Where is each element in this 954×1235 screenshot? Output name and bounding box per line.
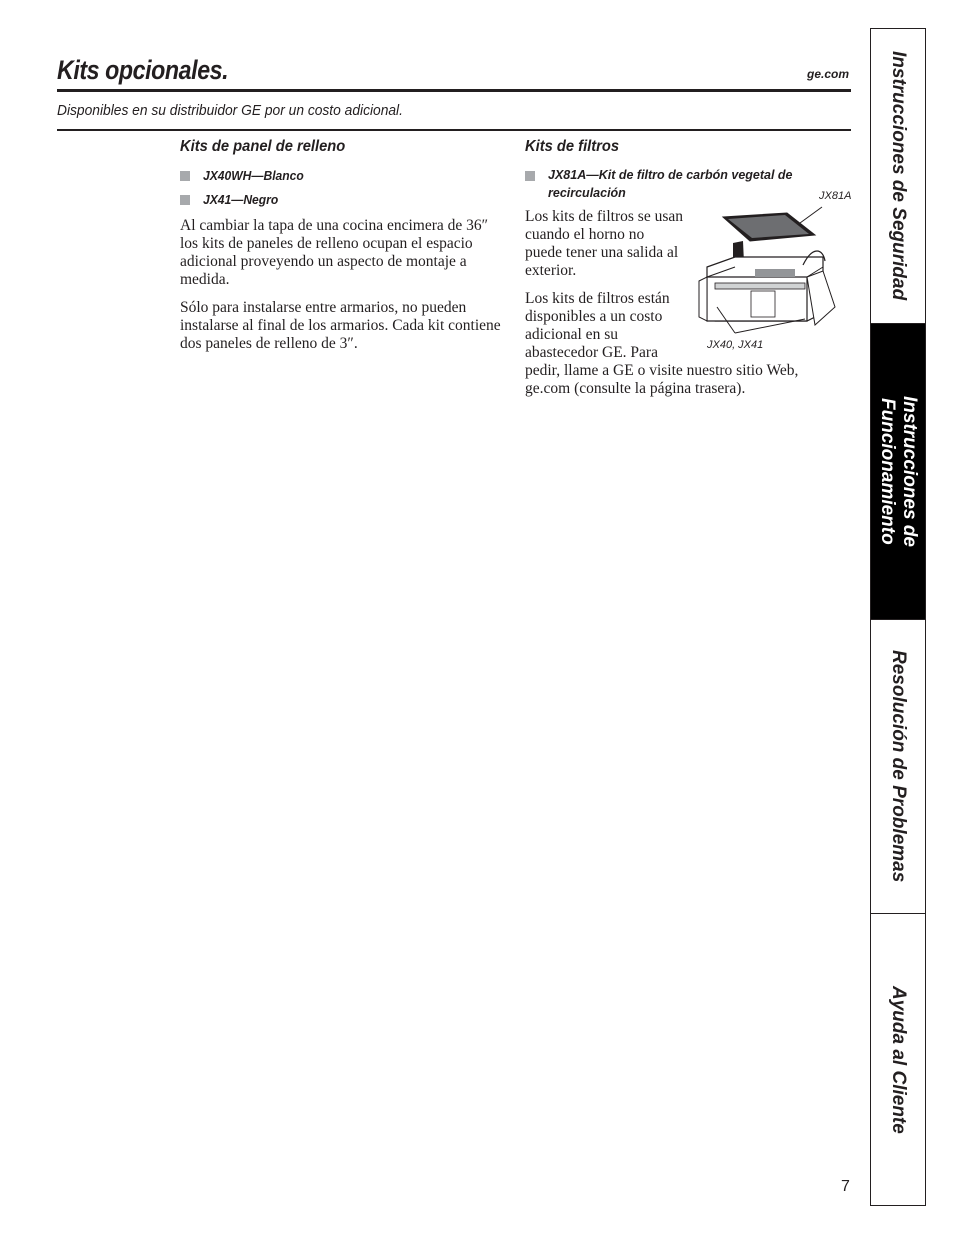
list-item bbox=[180, 190, 502, 209]
square-bullet-icon bbox=[180, 171, 190, 181]
list-item bbox=[180, 166, 502, 185]
square-bullet-icon bbox=[525, 171, 535, 181]
tab-label: Ayuda al Cliente bbox=[888, 985, 909, 1134]
microwave-filter-drawing bbox=[695, 195, 855, 345]
section-heading: Kits de panel de relleno bbox=[180, 138, 346, 155]
section-heading: Kits de filtros bbox=[525, 138, 620, 155]
figure-label-bottom: JX40, JX41 bbox=[707, 339, 764, 351]
kit-label: JX40WH—Blanco bbox=[203, 168, 304, 183]
tab-customer-help[interactable] bbox=[871, 913, 925, 1205]
subtitle-rule bbox=[57, 129, 851, 131]
header-rule bbox=[57, 89, 851, 92]
filter-kit-illustration bbox=[695, 187, 855, 357]
tab-operating[interactable] bbox=[871, 323, 925, 619]
body-paragraph-continued: pedir, llame a GE o visite nuestro sitio Web, ge.com (consulte la página trasera). bbox=[525, 362, 799, 397]
section-tabs bbox=[870, 28, 926, 1206]
tab-label: Instrucciones de Funcionamiento bbox=[877, 396, 920, 547]
body-paragraph: Sólo para instalarse entre armarios, no pueden instalarse al final de los armarios. Cada kit contiene dos paneles de relleno de 3″. bbox=[180, 299, 501, 352]
page-number: 7 bbox=[841, 1178, 850, 1195]
tab-troubleshooting[interactable] bbox=[871, 619, 925, 913]
body-paragraph: Los kits de filtros se usan cuando el horno no puede tener una salida al exterior. bbox=[525, 208, 683, 279]
tab-label: Resolución de Problemas bbox=[888, 650, 909, 883]
figure-label-top: JX81A bbox=[819, 190, 852, 202]
tab-safety[interactable] bbox=[871, 29, 925, 323]
page-title: Kits opcionales. bbox=[57, 55, 229, 85]
kit-label: JX81A—Kit de filtro de carbón vegetal de recirculación bbox=[548, 168, 793, 200]
tab-label: Instrucciones de Seguridad bbox=[888, 51, 909, 301]
body-paragraph: Los kits de filtros están disponibles a un costo adicional en su abastecedor GE. Para bbox=[525, 290, 670, 361]
page-subtitle: Disponibles en su distribuidor GE por un costo adicional. bbox=[57, 102, 403, 119]
filler-panel-section bbox=[180, 137, 502, 363]
body-paragraph: Al cambiar la tapa de una cocina encimera de 36″ los kits de paneles de relleno ocupan el espacio adicional proveyendo un aspecto de montaje a medida. bbox=[180, 217, 489, 288]
kit-label: JX41—Negro bbox=[203, 192, 279, 207]
square-bullet-icon bbox=[180, 195, 190, 205]
site-url: ge.com bbox=[806, 67, 849, 81]
